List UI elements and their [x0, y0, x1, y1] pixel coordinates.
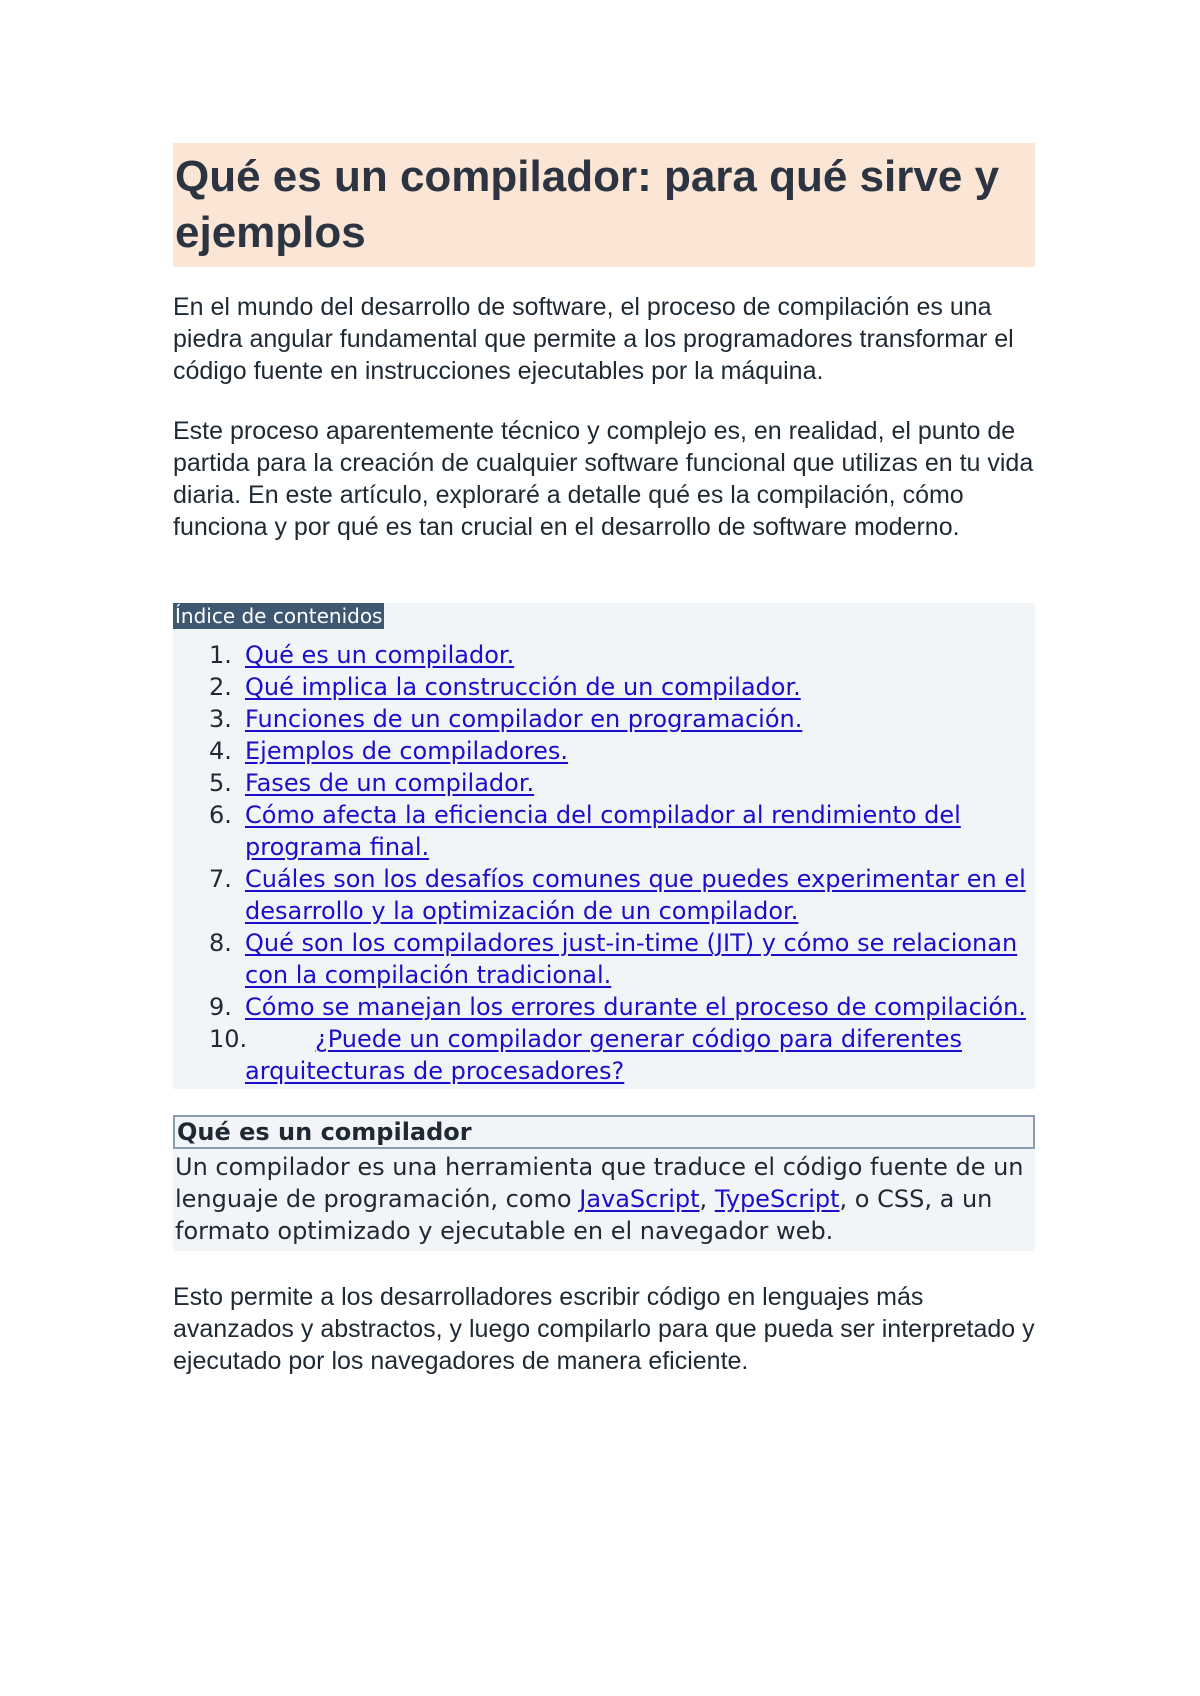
toc-item-number: 5.	[209, 769, 232, 797]
toc-item-number: 6.	[209, 801, 232, 829]
title-box	[173, 143, 1035, 267]
closing-paragraph: Esto permite a los desarrolladores escribir código en lenguajes más avanzados y abstractos, y luego compilarlo para que pueda ser interpretado y ejecutado por los navegadores de manera eficiente.	[173, 1283, 1035, 1375]
toc-link[interactable]: Cómo afecta la eficiencia del compilador al rendimiento del programa final.	[245, 801, 961, 861]
toc-item	[209, 863, 1035, 927]
javascript-link[interactable]: JavaScript	[579, 1185, 700, 1213]
toc-item	[209, 767, 1035, 799]
typescript-link[interactable]: TypeScript	[714, 1185, 840, 1213]
toc-item	[209, 639, 1035, 671]
toc-link[interactable]: Qué es un compilador.	[245, 641, 515, 669]
toc-item-number: 7.	[209, 865, 232, 893]
toc-link[interactable]: Funciones de un compilador en programación.	[245, 705, 803, 733]
toc-item-number: 10.	[209, 1025, 248, 1053]
toc-link[interactable]: Fases de un compilador.	[245, 769, 535, 797]
toc-item-number: 1.	[209, 641, 232, 669]
toc-link[interactable]: Qué son los compiladores just-in-time (JIT) y cómo se relacionan con la compilación tradicional.	[245, 929, 1018, 989]
toc-list	[209, 639, 1035, 1087]
toc-item-number: 4.	[209, 737, 232, 765]
toc-item	[209, 735, 1035, 767]
page-title: Qué es un compilador: para qué sirve y ejemplos	[175, 152, 1000, 257]
section-heading: Qué es un compilador	[173, 1115, 1035, 1149]
section-que-es	[173, 1115, 1035, 1251]
toc-link[interactable]: ¿Puede un compilador generar código para diferentes arquitecturas de procesadores?	[245, 1025, 963, 1085]
toc-item-number: 8.	[209, 929, 232, 957]
toc-item	[209, 671, 1035, 703]
section-body: Un compilador es una herramienta que traduce el código fuente de un lenguaje de programación, como JavaScript, TypeScript, o CSS, a un formato optimizado y ejecutable en el navegador web.	[175, 1153, 1024, 1245]
toc-link[interactable]: Ejemplos de compiladores.	[245, 737, 569, 765]
toc-item	[209, 1023, 1035, 1087]
toc-item	[209, 991, 1035, 1023]
toc-item-number: 9.	[209, 993, 232, 1021]
toc-item-number: 2.	[209, 673, 232, 701]
intro-paragraph-2: Este proceso aparentemente técnico y complejo es, en realidad, el punto de partida para la creación de cualquier software funcional que utilizas en tu vida diaria. En este artículo, exploraré a detalle qué es la compilación, cómo funciona y por qué es tan crucial en el desarrollo de software moderno.	[173, 417, 1034, 541]
toc-item-number: 3.	[209, 705, 232, 733]
table-of-contents	[173, 603, 1035, 1089]
article	[173, 143, 1035, 1405]
toc-item	[209, 927, 1035, 991]
toc-link[interactable]: Qué implica la construcción de un compilador.	[245, 673, 801, 701]
toc-heading: Índice de contenidos	[175, 604, 383, 628]
toc-link[interactable]: Cuáles son los desafíos comunes que puedes experimentar en el desarrollo y la optimización de un compilador.	[245, 865, 1026, 925]
toc-item	[209, 799, 1035, 863]
toc-item	[209, 703, 1035, 735]
intro-paragraph-1: En el mundo del desarrollo de software, el proceso de compilación es una piedra angular fundamental que permite a los programadores transformar el código fuente en instrucciones ejecutables por la máquina.	[173, 293, 1014, 385]
toc-link[interactable]: Cómo se manejan los errores durante el proceso de compilación.	[245, 993, 1026, 1021]
